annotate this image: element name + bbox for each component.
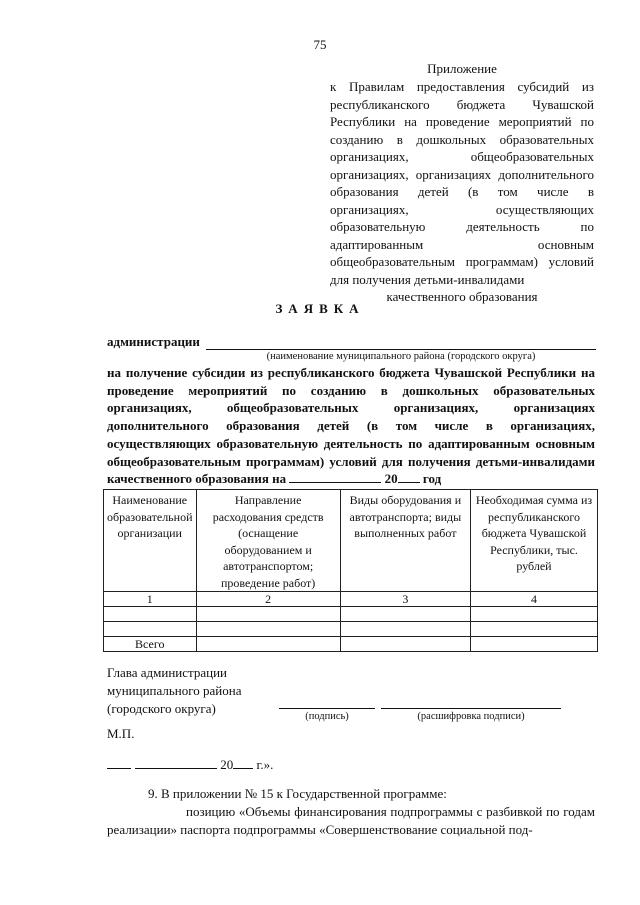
header-amount: Необходимая сумма из республиканского бюджета Чувашской Республики, тыс. рублей: [470, 490, 597, 592]
signature-caption: (подпись): [305, 711, 349, 722]
signature-block: [107, 664, 241, 718]
signature-line1: Глава администрации: [107, 665, 228, 680]
table-cell[interactable]: [196, 607, 340, 622]
table-row: [104, 607, 598, 622]
column-number: 4: [470, 592, 597, 607]
admin-name-field[interactable]: [206, 349, 596, 350]
appendix-text: [330, 78, 594, 306]
signature-decode-field[interactable]: [381, 708, 561, 709]
total-label: Всего: [104, 637, 197, 652]
header-equipment: Виды оборудования и автотранспорта; виды выполненных работ: [340, 490, 470, 592]
item-9-text: позицию «Объемы финансирования подпрограммы с разбивкой по годам реализации» паспорта подпрограммы «Совершенствование социальной под-: [107, 804, 595, 837]
appendix-body-last: качественного образования: [386, 289, 538, 304]
signature-line2: муниципального района: [107, 683, 242, 698]
year-prefix: 20: [384, 471, 398, 487]
document-title: ЗАЯВКА: [275, 301, 365, 316]
stamp-label: М.П.: [107, 726, 135, 741]
table-row: [104, 622, 598, 637]
signature-line3: (городского округа): [107, 701, 216, 716]
purpose-body: на получение субсидии из республиканского бюджета Чувашской Республики на проведение мероприятий по созданию в дошкольных образовательных организациях, общеобразовательных организациях, организациях дополнительного образования детей (в том числе в организациях, осуществляющих образовательную деятельность по адаптированным основным общеобразовательным программам) условий для получения детьми-инвалидами качественного образования на: [107, 365, 595, 487]
admin-label: администрации: [107, 334, 200, 349]
column-number: 3: [340, 592, 470, 607]
table-number-row: [104, 592, 598, 607]
table-cell[interactable]: [340, 607, 470, 622]
signature-field[interactable]: [279, 708, 375, 709]
table-cell[interactable]: [470, 607, 597, 622]
table-cell[interactable]: [104, 607, 197, 622]
header-org-name: Наименование образовательной организации: [104, 490, 197, 592]
year-blank-field[interactable]: [398, 470, 420, 483]
table-cell[interactable]: [340, 622, 470, 637]
date-line: [107, 756, 273, 773]
appendix-title: Приложение: [427, 61, 497, 76]
admin-caption: (наименование муниципального района (городского округа): [266, 351, 536, 362]
decode-caption: (расшифровка подписи): [417, 711, 525, 722]
column-number: 2: [196, 592, 340, 607]
header-direction: Направление расходования средств (оснащение оборудованием и автотранспортом; проведение работ): [196, 490, 340, 592]
date-year-field[interactable]: [233, 756, 253, 769]
date-suffix: г.».: [256, 757, 274, 772]
table-cell[interactable]: [340, 637, 470, 652]
table-cell[interactable]: [196, 637, 340, 652]
table-cell[interactable]: [470, 622, 597, 637]
column-number: 1: [104, 592, 197, 607]
request-table: [103, 489, 598, 652]
year-suffix: год: [422, 471, 442, 487]
table-total-row: [104, 637, 598, 652]
item-9-heading: 9. В приложении № 15 к Государственной программе:: [148, 786, 447, 801]
date-year-prefix: 20: [220, 757, 234, 772]
table-cell[interactable]: [104, 622, 197, 637]
table-cell[interactable]: [196, 622, 340, 637]
page-number: 75: [313, 37, 327, 52]
purpose-text: [107, 364, 595, 488]
date-blank-field[interactable]: [289, 470, 381, 483]
day-field[interactable]: [107, 756, 131, 769]
appendix-body: к Правилам предоставления субсидий из республиканского бюджета Чувашской Республики на проведение мероприятий по созданию в дошкольных образовательных организациях, общеобразовательных организациях, организациях дополнительного образования детей (в том числе в организациях, осуществляющих образовательную деятельность по адаптированным основным общеобразовательным программам) условий для получения детьми-инвалидами: [330, 79, 594, 287]
table-header-row: [104, 490, 598, 592]
month-field[interactable]: [135, 756, 217, 769]
table-cell[interactable]: [470, 637, 597, 652]
